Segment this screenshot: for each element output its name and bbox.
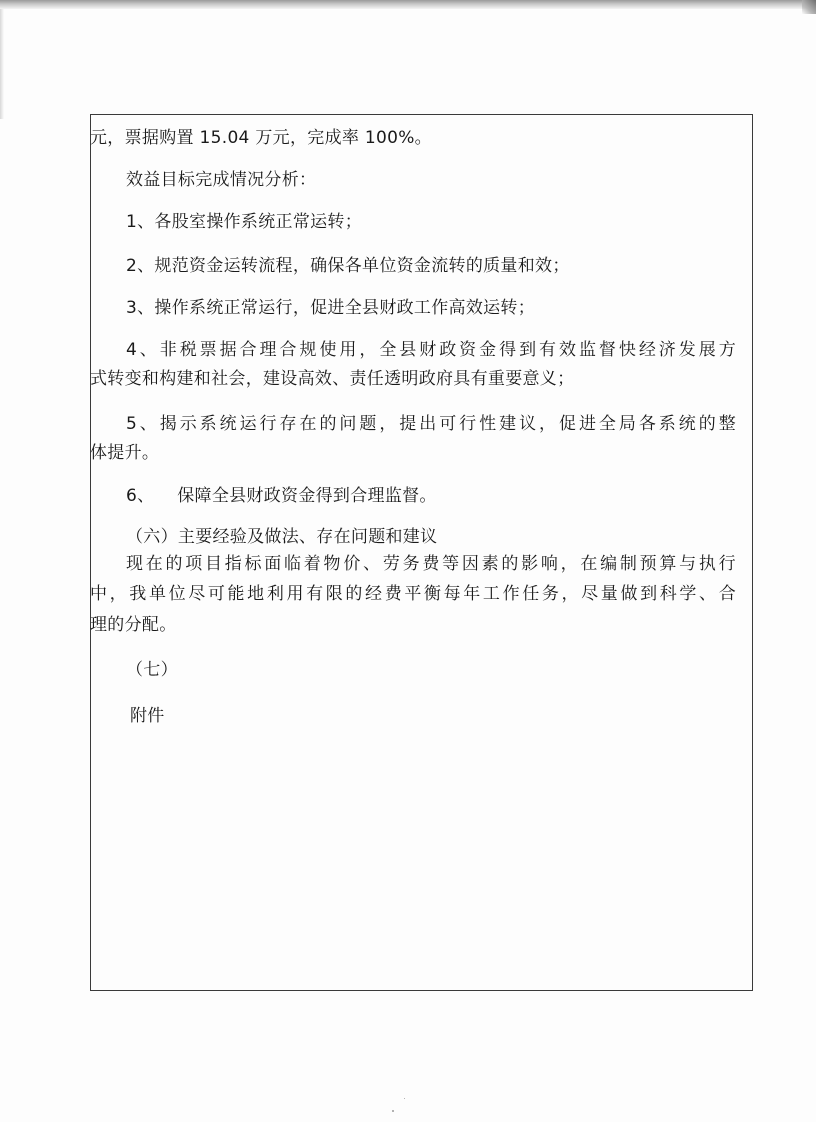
text-line-14: 理的分配。 (90, 615, 177, 635)
text-line-2: 效益目标完成情况分析： (126, 170, 317, 190)
text-line-3: 1、各股室操作系统正常运转； (126, 212, 363, 232)
section-heading-6: （六）主要经验及做法、存在问题和建议 (126, 527, 438, 547)
text-line-1: 元，票据购置 15.04 万元，完成率 100%。 (90, 128, 432, 148)
scan-left-edge (0, 9, 4, 119)
text-line-10: 6、 保障全县财政资金得到合理监督。 (126, 486, 437, 506)
text-line-8: 5、揭示系统运行存在的问题，提出可行性建议，促进全局各系统的整 (126, 414, 736, 434)
scan-top-edge (0, 0, 816, 9)
scan-speck (404, 1098, 405, 1099)
text-line-9: 体提升。 (90, 443, 160, 463)
attachment-label: 附件 (130, 706, 165, 726)
text-line-12: 现在的项目指标面临着物价、劳务费等因素的影响，在编制预算与执行 (126, 554, 736, 574)
form-border-box (90, 114, 753, 991)
section-heading-7: （七） (126, 660, 178, 680)
text-line-13: 中，我单位尽可能地利用有限的经费平衡每年工作任务，尽量做到科学、合 (90, 584, 736, 604)
scan-corner-shadow (802, 0, 816, 14)
text-line-5: 3、操作系统正常运行，促进全县财政工作高效运转； (126, 298, 536, 318)
text-line-6: 4、非税票据合理合规使用，全县财政资金得到有效监督快经济发展方 (126, 340, 736, 360)
text-line-4: 2、规范资金运转流程，确保各单位资金流转的质量和效； (126, 256, 570, 276)
scan-speck (392, 1110, 394, 1112)
text-line-7: 式转变和构建和社会，建设高效、责任透明政府具有重要意义； (90, 369, 575, 389)
